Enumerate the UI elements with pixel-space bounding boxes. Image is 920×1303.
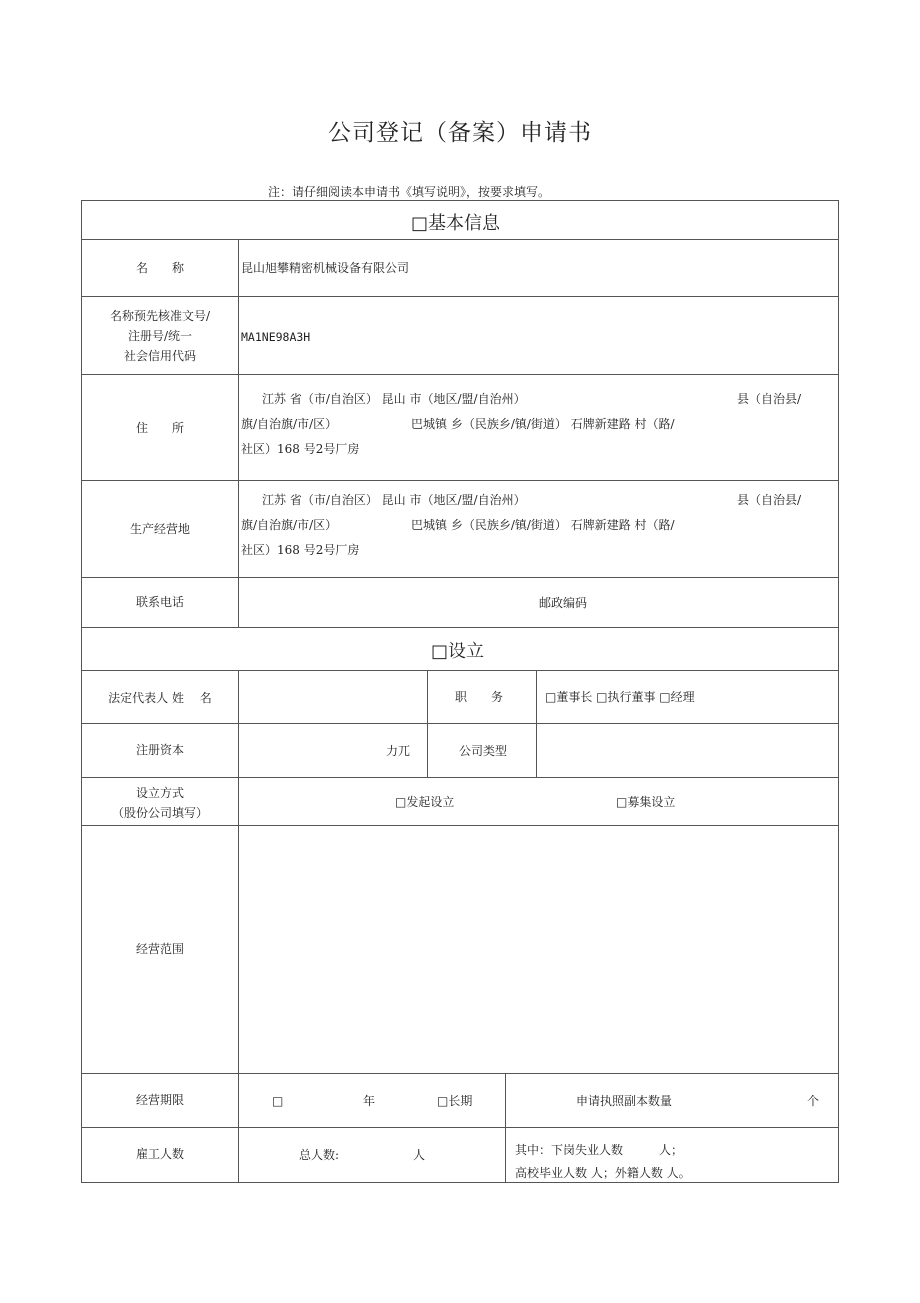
residence-line: 县（自治县/	[737, 392, 802, 406]
business-address-line: 社区）168 号2号厂房	[241, 543, 360, 557]
license-copies-label: 申请执照副本数量	[576, 1094, 673, 1108]
employees-label: 雇工人数	[135, 1147, 184, 1161]
credit-code-label-line: 名称预先核准文号/	[109, 309, 211, 323]
col-line	[536, 670, 537, 777]
credit-code-label	[82, 306, 238, 366]
term-long-checkbox[interactable]: □长期	[437, 1094, 473, 1108]
row-line	[81, 627, 839, 628]
credit-code-value[interactable]: MA1NE98A3H	[241, 330, 311, 344]
credit-code-label-line: 注册号/统一	[127, 329, 193, 343]
registered-capital-label: 注册资本	[135, 743, 184, 757]
company-name-value[interactable]: 昆山旭攀精密机械设备有限公司	[241, 261, 410, 275]
page-title: 公司登记（备案）申请书	[328, 120, 592, 146]
term-checkbox[interactable]: □	[272, 1094, 284, 1108]
business-address-line[interactable]: 江苏 省（市/自治区） 昆山 市（地区/盟/自治州）	[262, 493, 526, 507]
business-address-label: 生产经营地	[129, 522, 190, 536]
employees-detail-line: 高校毕业人数 人；外籍人数 人。	[515, 1166, 691, 1180]
row-line	[81, 1182, 839, 1183]
row-line	[81, 296, 839, 297]
capital-unit: 力兀	[386, 744, 411, 758]
row-line	[81, 670, 839, 671]
residence-line: 社区）168 号2号厂房	[241, 442, 360, 456]
legal-rep-label: 法定代表人 姓 名	[108, 691, 212, 705]
table-border-right	[838, 200, 839, 1183]
business-address-line: 县（自治县/	[737, 493, 802, 507]
company-name-label: 名 称	[135, 261, 184, 275]
col-line	[505, 1073, 506, 1183]
row-line	[81, 577, 839, 578]
business-term-label: 经营期限	[135, 1093, 184, 1107]
row-line	[81, 777, 839, 778]
row-line	[81, 374, 839, 375]
term-year-label: 年	[363, 1094, 376, 1108]
row-line	[81, 1073, 839, 1074]
row-line	[81, 239, 839, 240]
residence-label: 住 所	[135, 421, 184, 435]
section-setup: □设立	[431, 641, 485, 662]
col-line	[427, 670, 428, 777]
residence-line[interactable]: 江苏 省（市/自治区） 昆山 市（地区/盟/自治州）	[262, 392, 526, 406]
business-scope-label: 经营范围	[135, 942, 184, 956]
setup-method-label	[82, 783, 238, 823]
setup-method-label-line: （股份公司填写）	[111, 806, 208, 820]
position-label: 职 务	[455, 690, 504, 704]
business-address-line: 巴城镇 乡（民族乡/镇/街道） 石牌新建路 村（路/	[411, 518, 675, 532]
phone-label: 联系电话	[135, 595, 184, 609]
setup-method-label-line: 设立方式	[135, 786, 184, 800]
credit-code-label-line: 社会信用代码	[123, 349, 196, 363]
license-copies-unit: 个	[807, 1094, 820, 1108]
employees-detail-line: 其中：下岗失业人数 人；	[515, 1143, 684, 1157]
total-employees-label: 总人数:	[299, 1148, 340, 1162]
fill-note: 注：请仔细阅读本申请书《填写说明》，按要求填写。	[268, 185, 551, 199]
postal-code-label: 邮政编码	[539, 596, 588, 610]
total-employees-unit: 人	[413, 1148, 426, 1162]
row-line	[81, 723, 839, 724]
col-line	[238, 239, 239, 627]
row-line	[81, 1127, 839, 1128]
setup-method-offering-checkbox[interactable]: □募集设立	[616, 795, 676, 809]
residence-line: 旗/自治旗/市/区）	[241, 417, 338, 431]
row-line	[81, 480, 839, 481]
col-line	[238, 670, 239, 1183]
position-options[interactable]: □董事长 □执行董事 □经理	[545, 690, 695, 704]
business-address-line: 旗/自治旗/市/区）	[241, 518, 338, 532]
section-basic-info: □基本信息	[411, 213, 501, 234]
setup-method-promoter-checkbox[interactable]: □发起设立	[395, 795, 455, 809]
row-line	[81, 825, 839, 826]
residence-line: 巴城镇 乡（民族乡/镇/街道） 石牌新建路 村（路/	[411, 417, 675, 431]
company-type-label: 公司类型	[459, 744, 508, 758]
row-line	[81, 200, 839, 201]
